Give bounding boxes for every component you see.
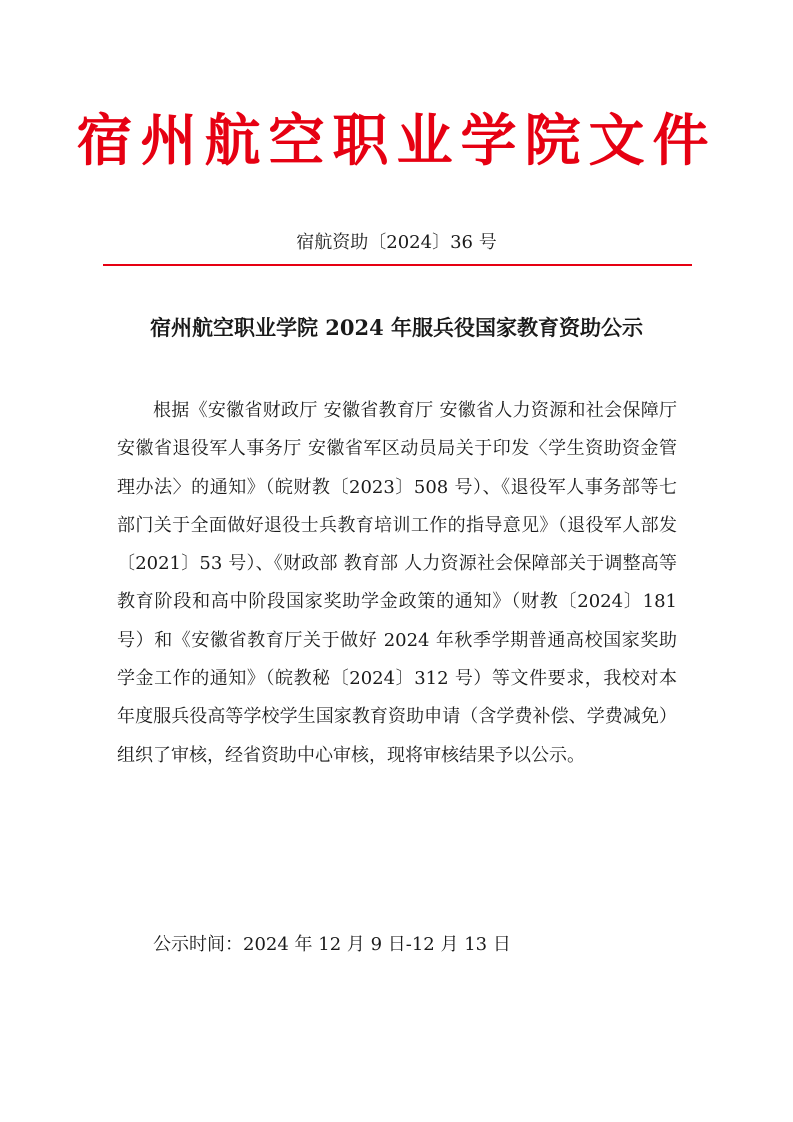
notice-period: 公示时间：2024 年 12 月 9 日-12 月 13 日 [153, 934, 511, 955]
document-number: 宿航资助〔2024〕36 号 [296, 232, 497, 253]
notice-body [117, 392, 677, 775]
notice-title: 宿州航空职业学院 2024 年服兵役国家教育资助公示 [149, 315, 644, 340]
header-divider [103, 264, 692, 266]
notice-body-paragraph: 根据《安徽省财政厅 安徽省教育厅 安徽省人力资源和社会保障厅 安徽省退役军人事务厅 安徽省军区动员局关于印发〈学生资助资金管理办法〉的通知》（皖财教〔2023〕508 号）、《退役军人事务部等七部门关于全面做好退役士兵教育培训工作的指导意见》（退役军人部发〔2021〕53 号）、《财政部 教育部 人力资源社会保障部关于调整高等教育阶段和高中阶段国家奖助学金政策的通知》（财教〔2024〕181 号）和《安徽省教育厅关于做好 2024 年秋季学期普通高校国家奖助学金工作的通知》（皖教秘〔2024〕312 号）等文件要求，我校对本年度服兵役高等学校学生国家教育资助申请（含学费补偿、学费减免）组织了审核，经省资助中心审核，现将审核结果予以公示。 [117, 400, 677, 766]
document-header-title: 宿州航空职业学院文件 [76, 109, 717, 174]
